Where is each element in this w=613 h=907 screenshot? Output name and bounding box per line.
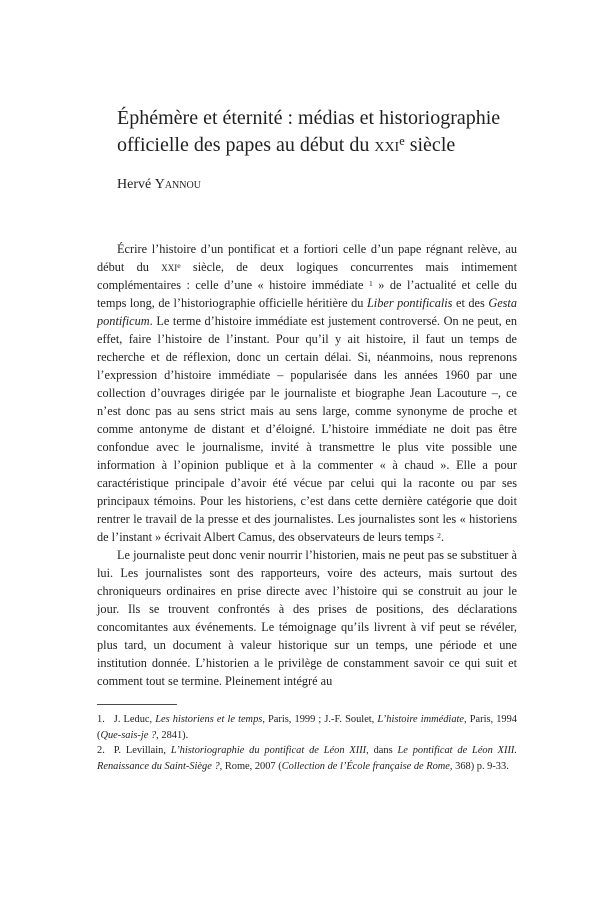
footnote-ref-1: 1 — [368, 278, 373, 288]
footnote-1: 1. J. Leduc, Les historiens et le temps, Paris, 1999 ; J.-F. Soulet, L’histoire immédiate, Paris, 1994 (Que-sais-je ?, 2841). — [97, 714, 517, 741]
footnote-ref-2: 2 — [437, 530, 441, 540]
footnote-2: 2. P. Levillain, L’historiographie du pontificat de Léon XIII, dans Le pontificat de Léon XIII. Renaissance du Saint-Siège ?, Rome, 2007 (Collection de l’École française de Rome, 368) p. 9-33. — [97, 745, 517, 773]
footnotes-section — [97, 704, 517, 775]
footnote-number: 1. — [97, 714, 105, 725]
article-title: Éphémère et éternité : médias et historiographie officielle des papes au début du xxi$^e$ siècle — [117, 107, 501, 156]
footnote-number: 2. — [97, 745, 105, 757]
author-name: Hervé Yannou — [117, 177, 201, 192]
paragraph-1: Écrire l’histoire d’un pontificat et a fortiori celle d’un pape régnant relève, au début du xxi$^e$ siècle, de deux logiques concurrentes mais intimement complémentaires : celle d’une « histoire immédiate $^1$ » de l’actualité et celle du temps long, de l’historiographie officielle héritière du Liber pontificalis et des Gesta pontificum. Le terme d’histoire immédiate est justement controversé. On ne peut, en effet, faire l’histoire de l’instant. Pour qu’il y ait histoire, il faut un temps de recherche et de réflexion, donc un certain délai. Si, néanmoins, nous reprenons l’expression d’histoire immédiate – popularisée dans les années 1960 par une collection d’ouvrages dirigée par le journaliste et biographe Jean Lacouture –, ce n’est donc pas au sens strict mais au sens large, comme synonyme de proche et comme antonyme de distant et d’éloigné. L’histoire immédiate ne doit pas être confondue avec le journalisme, invité à transmettre le plus vite possible une information à l’opinion publique et à la commenter « à chaud ». Elle a pour caractéristique principale d’avoir été vécue par celui qui la raconte ou par ses principaux témoins. Pour les historiens, c’est dans cette dernière catégorie que doit rentrer le travail de la presse et des journalistes. Les journalistes sont les « historiens de l’instant » écrivait Albert Camus, des observateurs de leurs temps $^2$. — [97, 242, 518, 544]
footnote-separator — [97, 704, 177, 705]
paragraph-2: Le journaliste peut donc venir nourrir l’historien, mais ne peut pas se substituer à lui. Les journalistes sont des rapporteurs, voire des acteurs, mais surtout des chroniqueurs ordinaires en prise directe avec l’histoire qui se construit au jour le jour. Ils se trouvent confrontés à des prises de positions, des déclarations concomitantes aux événements. Le témoignage qu’ils livrent à vif peut se révéler, plus tard, un document à valeur historique sur un temps, une période et une institution donnée. L’historien a le privilège de constamment savoir ce qui suit et comment tout se termine. Pleinement intégré au — [97, 548, 517, 688]
text-block — [97, 0, 517, 775]
